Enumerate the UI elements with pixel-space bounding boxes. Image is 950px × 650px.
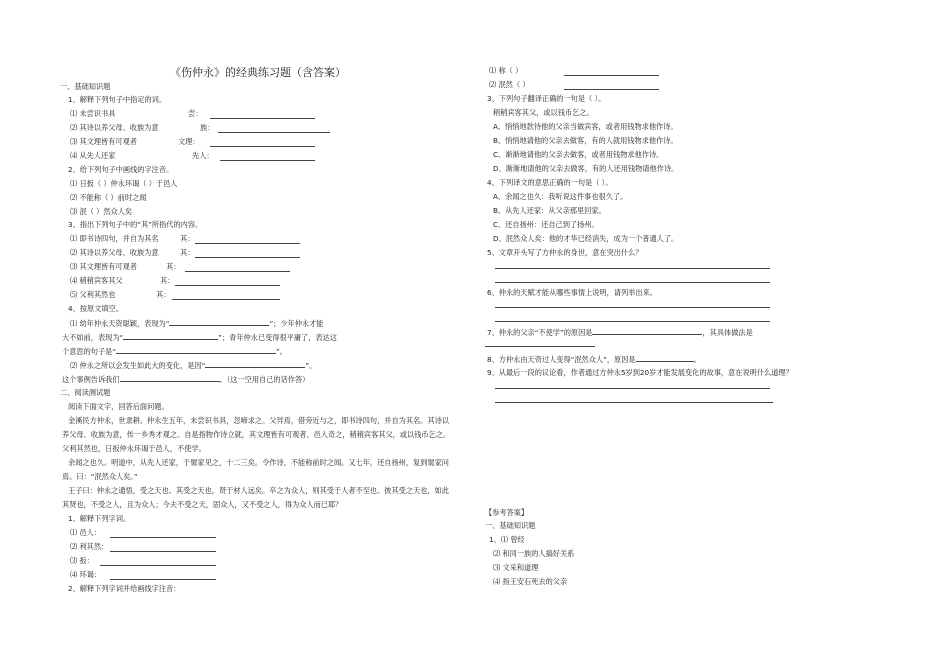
- q1-item-2: ⑵ 其诗以养父母、收族为意 族：: [70, 123, 159, 133]
- answer-1-1: 1、⑴ 曾经: [489, 535, 525, 544]
- question-4: 4、按原文填空。: [68, 304, 123, 313]
- q4-option-b: B、从先人还家：从父亲那里回家。: [493, 206, 606, 215]
- answer-line: [495, 268, 770, 269]
- right-question-7: 7、仲永的父亲“不使学”的原因是 ，其具体做法是: [487, 328, 753, 337]
- passage-line-4: 余闻之也久。明道中，从先人还家，于舅家见之，十二三矣。令作诗，不能称前时之闻。又七年，还自扬州，复到舅家问: [68, 458, 449, 467]
- q3-item-1: ⑴ 即书诗四句，并自为其名 其：: [70, 234, 159, 244]
- section-reading: 二、阅读测试题: [60, 388, 111, 397]
- answer-line: [495, 307, 770, 308]
- q2-item-3: ⑶ 泯（ ）然众人矣: [70, 207, 133, 216]
- question-3: 3、指出下列句子中的“其”所指代的内容。: [68, 220, 203, 229]
- right-question-5: 5、文章开头写了方仲永的身世，意在突出什么？: [487, 248, 643, 257]
- q3-option-b: B、悄悄地请他的父亲去做客，有的人就用钱物求他作诗。: [493, 136, 678, 145]
- answer-line: [495, 402, 773, 403]
- q1-item-3: ⑶ 其文理皆有可观者 文理：: [70, 137, 137, 147]
- right-question-6: 6、仲永的天赋才能从哪些事情上说明，请列举出来。: [487, 288, 657, 297]
- q1-item-4: ⑷ 从先人还家 先人：: [70, 151, 115, 161]
- q4-1-line3: 个意思的句子是“ ”。: [62, 347, 287, 356]
- q1-item-1: ⑴ 未尝识书具 尝：: [70, 109, 115, 119]
- rq1-item-3: ⑶ 扳：: [70, 556, 94, 566]
- q4-2-line1: ⑵ 仲永之所以会发生如此大的变化，是因“ ”。: [70, 361, 317, 370]
- passage-line-1: 金溪民方仲永，世隶耕。仲永生五年，未尝识书具，忽啼求之。父异焉，借旁近与之，即书诗四句，并自为其名。其诗以: [68, 416, 449, 425]
- question-2: 2、给下列句子中画线的字注音。: [68, 165, 174, 174]
- right-question-4: 4、下列译文的意思正确的一句是（ ）。: [487, 178, 613, 187]
- q4-option-d: D、泯然众人矣：他的才华已经消失，成为一个普通人了。: [493, 234, 679, 243]
- q3-item-4: ⑷ 稍稍宾客其父 其：: [70, 276, 123, 286]
- answer-line: [485, 346, 595, 347]
- q4-2-line2: 这个事例告诉我们 。（这一空用自己的话作答）: [62, 375, 310, 384]
- right-question-3: 3、下列句子翻译正确的一句是（ ）。: [487, 94, 606, 103]
- answer-1-2: ⑵ 和同一族的人搞好关系: [493, 549, 575, 558]
- q4-option-a: A、余闻之也久：我听说这件事也很久了。: [493, 192, 628, 201]
- answer-line: [495, 321, 770, 322]
- page-title: 《伤仲永》的经典练习题（含答案）: [170, 66, 346, 79]
- section-basic: 一、基础知识题: [60, 82, 111, 91]
- passage-line-2: 养父母、收族为意，传一乡秀才观之。自是指物作诗立就，其文理皆有可观者。邑人奇之，稍稍宾客其父，或以钱币乞之。: [62, 430, 451, 439]
- rq1-item-2: ⑵ 利其然：: [70, 542, 108, 552]
- q2-item-1: ⑴ 日扳（ ）仲永环谒（ ）于邑人: [70, 179, 178, 188]
- passage-line-7: 其贤也，不受之人，且为众人；今夫不受之天，固众人，又不受之人，得为众人而已耶？: [62, 500, 343, 509]
- answer-line: [495, 282, 770, 283]
- q3-option-a: A、悄悄地款待他的父亲当做宾客，或者用钱物求他作诗。: [493, 122, 678, 131]
- passage-line-6: 王子曰：仲永之通悟，受之天也。其受之天也，贤于材人远矣。卒之为众人，则其受于人者不至也。彼其受之天也，如此: [68, 486, 449, 495]
- passage-line-3: 父利其然也，日扳仲永环谒于邑人，不使学。: [62, 444, 206, 453]
- answer-title: 【参考答案】: [485, 508, 529, 517]
- q3-item-5: ⑸ 父利其然也 其：: [70, 290, 115, 300]
- answer-line: [495, 388, 770, 389]
- r-item-2: ⑵ 泯然（ ）: [489, 80, 530, 90]
- reading-instruction: 阅读下面文字，回答后面问题。: [68, 402, 169, 411]
- q4-1-line2: 大不如前，表现为“ ”；青年仲永已变得很平庸了，表达这: [62, 333, 337, 342]
- answer-section-1: 一、基础知识题: [485, 521, 536, 530]
- q3-option-c: C、渐渐地请他的父亲去做客，或者用钱物求他作诗。: [493, 150, 664, 159]
- reading-question-1: 1、解释下列字词。: [68, 514, 131, 523]
- rq1-item-4: ⑷ 环谒：: [70, 570, 101, 580]
- q4-option-c: C、还自扬州：还自己到了扬州。: [493, 220, 599, 229]
- q3-stem: 稍稍宾客其父，或以钱币乞之。: [493, 108, 594, 117]
- q4-1-line1: ⑴ 幼年仲永天资聪颖，表现为“ ”；少年仲永才能: [70, 319, 324, 328]
- q3-item-3: ⑶ 其文理皆有可观者 其：: [70, 262, 137, 272]
- answer-1-3: ⑶ 文采和道理: [493, 563, 539, 572]
- r-item-1: ⑴ 称（ ）: [489, 66, 522, 76]
- q3-option-d: D、渐渐地请他的父亲去做客，有的人还用钱物请他作诗。: [493, 164, 679, 173]
- reading-question-2: 2、解释下列字词并给画线字注音：: [68, 584, 181, 593]
- right-question-9: 9、从最后一段的议论看，作者通过方仲永5岁到20岁才能发展变化的故事，意在说明什么道理？: [487, 368, 793, 377]
- q2-item-2: ⑵ 不能称（ ）前时之闻: [70, 193, 147, 202]
- answer-1-4: ⑷ 指王安石死去的父亲: [493, 577, 568, 586]
- q3-item-2: ⑵ 其诗以养父母、收族为意 其：: [70, 248, 159, 258]
- passage-line-5: 焉。曰：“泯然众人矣。”: [62, 472, 138, 481]
- question-1: 1、解释下列句子中指定的词。: [68, 95, 167, 104]
- right-question-8: 8、方仲永由天资过人变得“泯然众人”，原因是 。: [487, 355, 701, 364]
- rq1-item-1: ⑴ 邑人：: [70, 528, 101, 538]
